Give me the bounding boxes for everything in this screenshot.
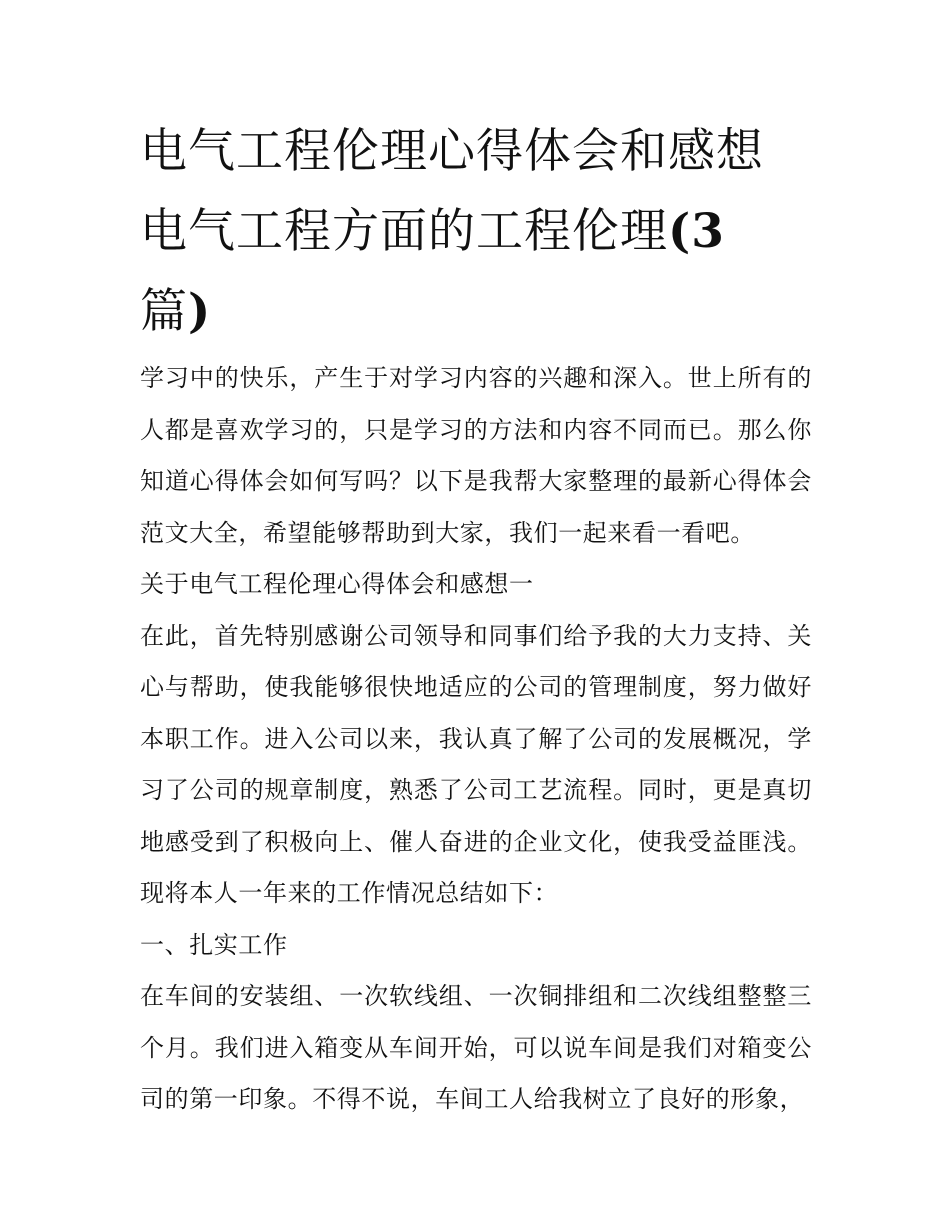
- title-line-3: 篇: [140, 284, 188, 339]
- title-line-2-latin: (3: [668, 204, 725, 259]
- section-heading: 关于电气工程伦理心得体会和感想一: [140, 570, 534, 598]
- title-line-1: 电气工程伦理心得体会和感想: [140, 124, 764, 179]
- title-line-3-latin: ): [188, 284, 212, 339]
- subsection-heading: 一、扎实工作: [140, 930, 288, 959]
- document-title: [140, 112, 820, 352]
- body-paragraph: 在车间的安装组、一次软线组、一次铜排组和二次线组整整三个月。我们进入箱变从车间开始，可以说车间是我们对箱变公司的第一印象。不得不说，车间工人给我树立了良好的形象，: [140, 982, 812, 1113]
- body-paragraph: 在此，首先特别感谢公司领导和同事们给予我的大力支持、关心与帮助，使我能够很快地适应的公司的管理制度，努力做好本职工作。进入公司以来，我认真了解了公司的发展概况，学习了公司的规章制度，熟悉了公司工艺流程。同时，更是真切地感受到了积极向上、催人奋进的企业文化，使我受益匪浅。现将本人一年来的工作情况总结如下：: [140, 621, 812, 907]
- title-line-2: 电气工程方面的工程伦理: [140, 204, 668, 259]
- intro-paragraph: 学习中的快乐，产生于对学习内容的兴趣和深入。世上所有的人都是喜欢学习的，只是学习的方法和内容不同而已。那么你知道心得体会如何写吗？以下是我帮大家整理的最新心得体会范文大全，希望能够帮助到大家，我们一起来看一看吧。: [140, 364, 812, 547]
- document-body: [140, 353, 812, 1126]
